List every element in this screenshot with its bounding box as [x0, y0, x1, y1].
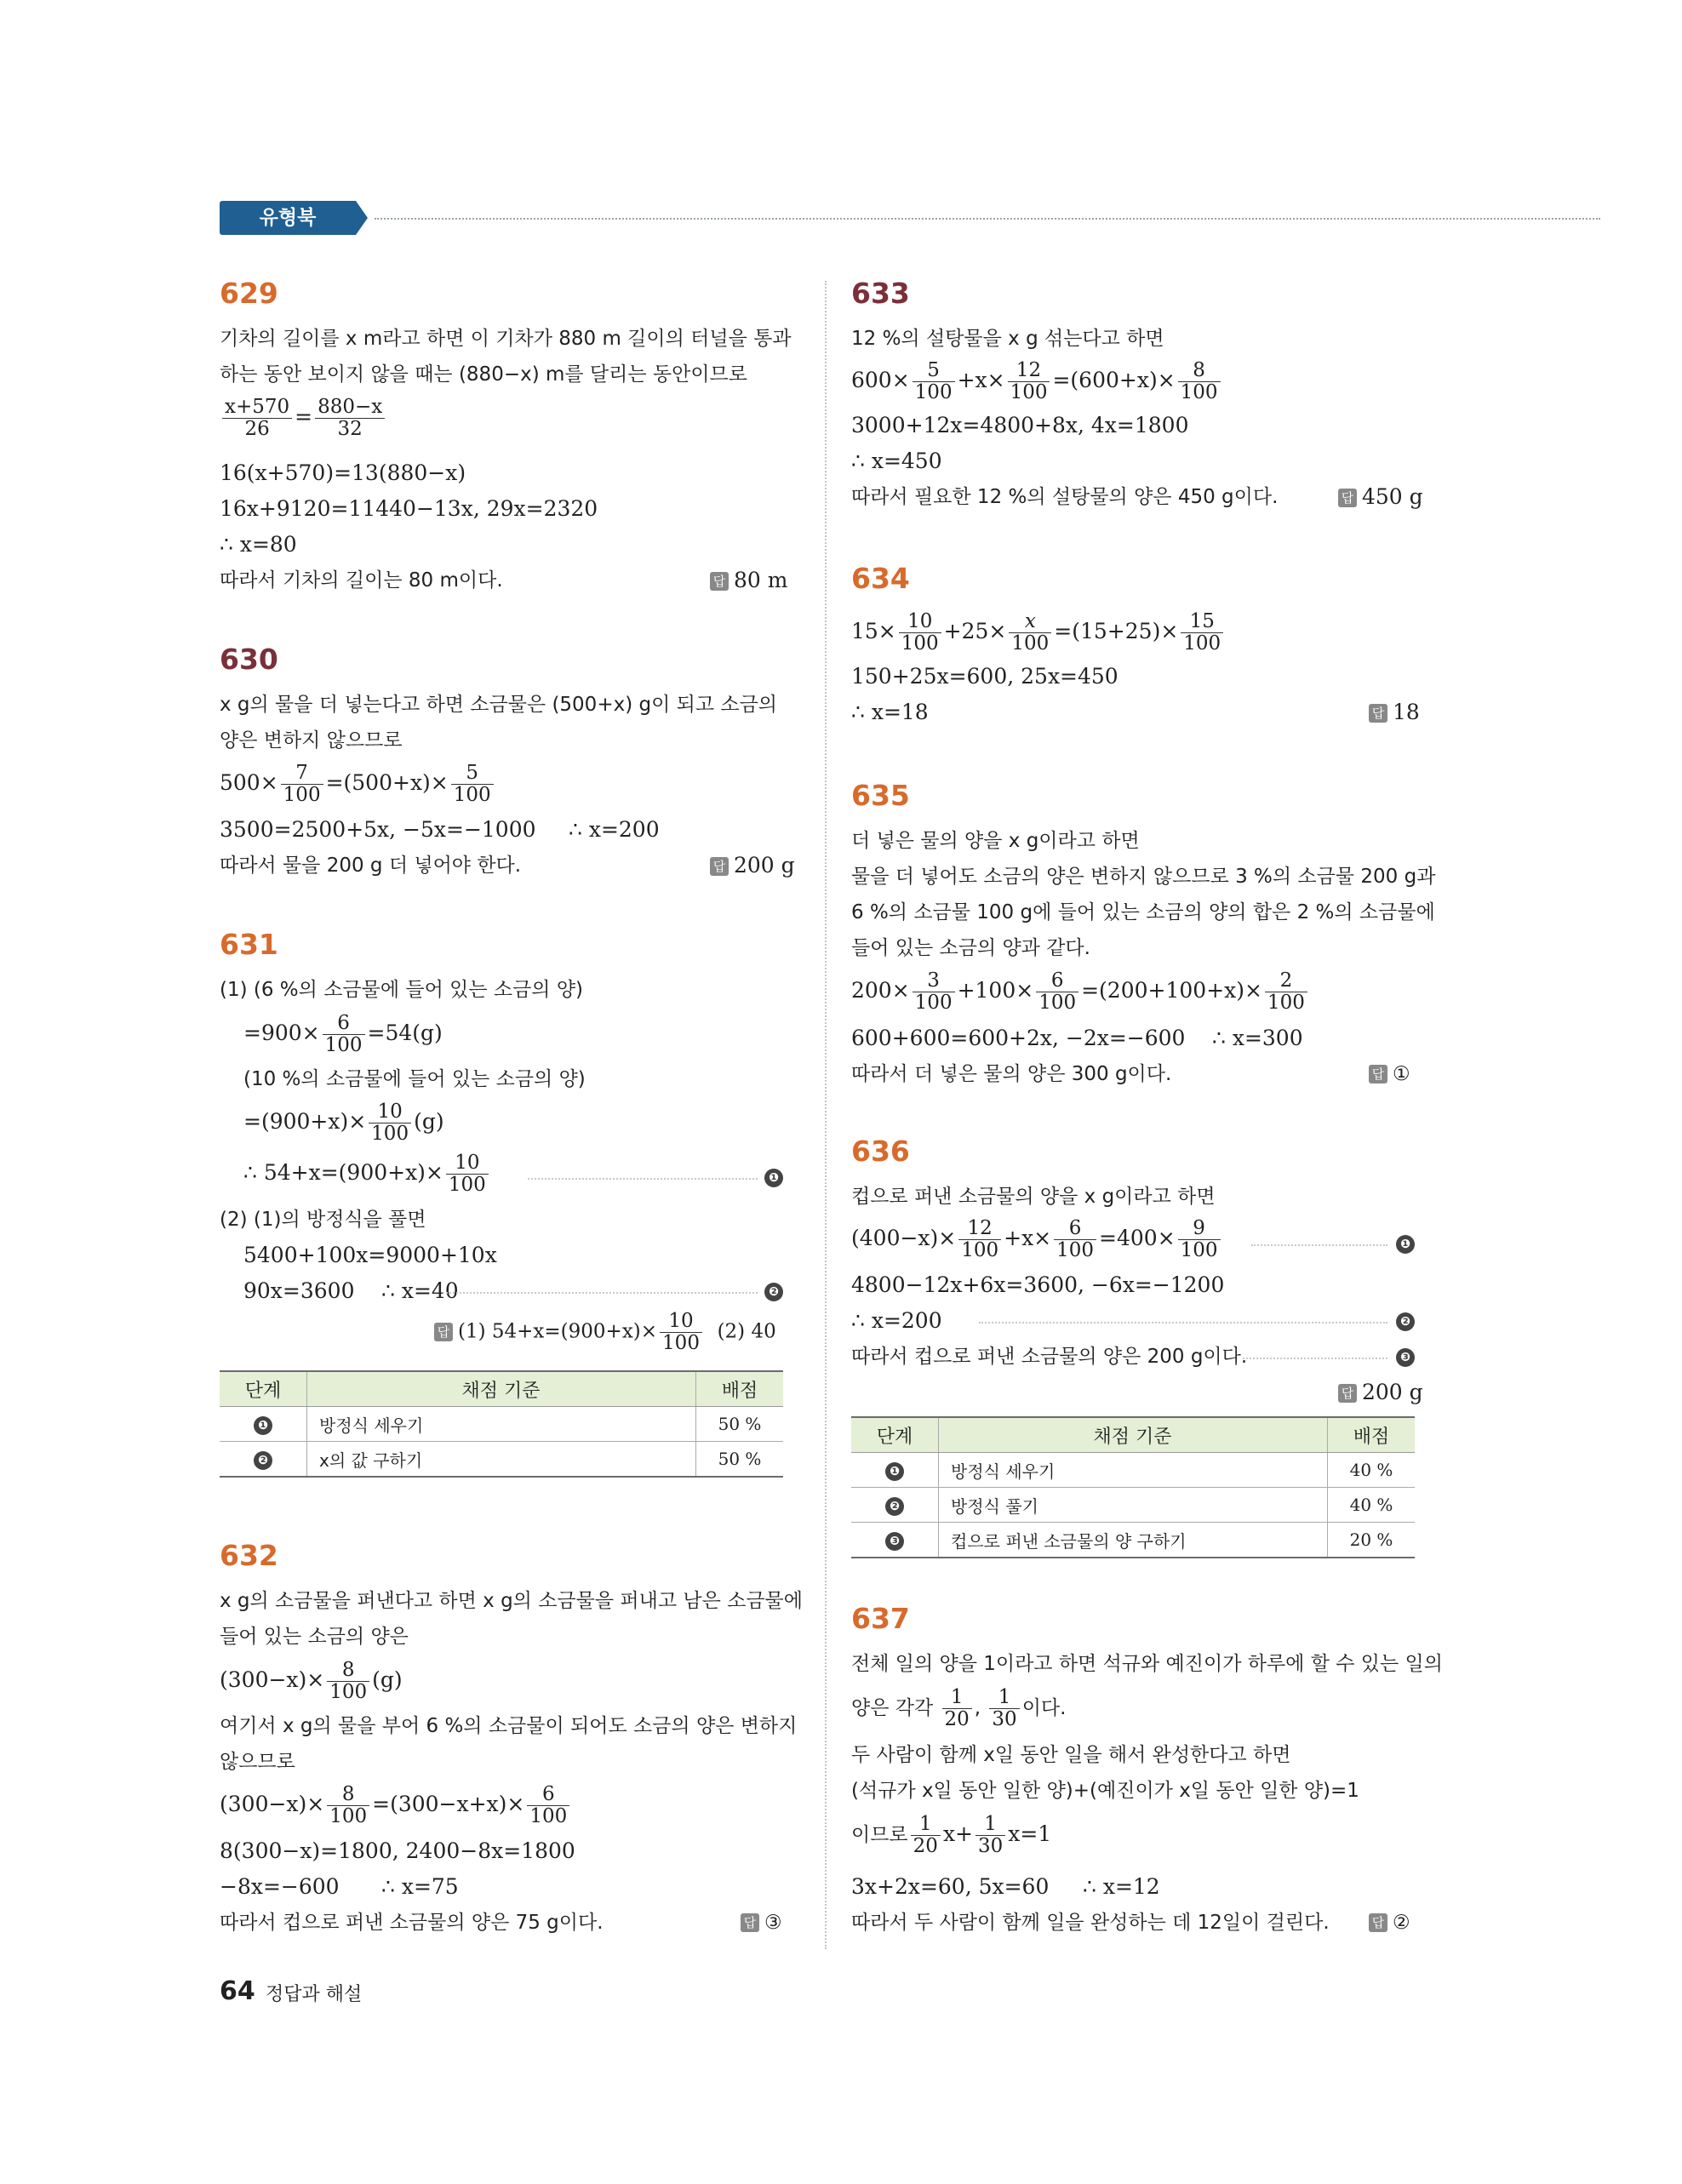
- p632-answer: [741, 1906, 782, 1940]
- frac-den: 100: [662, 1332, 700, 1354]
- table-cell: 40 %: [1328, 1453, 1416, 1488]
- table-row: [851, 1488, 1415, 1523]
- footer-label: 정답과 해설: [266, 1984, 363, 2005]
- p629-line5: 16x+9120=11440−13x, 29x=2320: [220, 496, 598, 521]
- problem-634-number: 634: [851, 562, 910, 595]
- p635-line4: 들어 있는 소금의 양과 같다.: [851, 937, 1090, 959]
- table-header: 채점 기준: [939, 1417, 1328, 1453]
- text-part: 이므로: [851, 1824, 908, 1846]
- table-cell: 40 %: [1328, 1488, 1416, 1523]
- eq-part: =(600+x)×: [1052, 368, 1176, 392]
- answer-value: 200 g: [1362, 1380, 1423, 1404]
- step-1-icon: ❶: [885, 1462, 904, 1481]
- frac-den: 30: [992, 1708, 1017, 1730]
- p634-line3: ∴ x=18: [851, 700, 929, 724]
- frac-den: 100: [324, 1034, 363, 1056]
- eq-part: =(900+x)×: [243, 1109, 367, 1134]
- eq-part: 500×: [220, 770, 278, 795]
- eq-part: +x×: [957, 368, 1005, 392]
- frac-den: 26: [244, 418, 270, 440]
- answer-value: ②: [1393, 1912, 1410, 1934]
- p629-answer: [710, 563, 787, 598]
- answer-mark: 답: [741, 1913, 759, 1932]
- p634-equation: [851, 611, 1226, 655]
- frac-den: 100: [529, 1805, 568, 1827]
- frac-num: 2: [1265, 970, 1307, 992]
- problem-629-number: 629: [220, 277, 278, 310]
- step-2-icon: ❷: [254, 1451, 272, 1470]
- frac-num: 10: [660, 1311, 702, 1333]
- frac-den: 100: [1011, 632, 1050, 655]
- p632-line2: 들어 있는 소금의 양은: [220, 1626, 409, 1648]
- table-header: 채점 기준: [307, 1371, 696, 1407]
- column-divider: [825, 281, 827, 1949]
- p631-line8: 90x=3600: [243, 1278, 355, 1303]
- answer-value: 18: [1393, 700, 1420, 724]
- table-cell: 50 %: [696, 1407, 784, 1442]
- p629-line6: ∴ x=80: [220, 532, 297, 557]
- p631-line7: 5400+100x=9000+10x: [243, 1243, 497, 1267]
- p636-equation: [851, 1218, 1223, 1261]
- table-cell: 방정식 세우기: [307, 1407, 696, 1442]
- table-header: 배점: [1328, 1417, 1416, 1453]
- frac-num: 1: [942, 1687, 972, 1709]
- step-2-icon: ❷: [764, 1283, 783, 1301]
- table-header: 단계: [220, 1371, 307, 1407]
- problem-635-number: 635: [851, 779, 910, 812]
- step-marker: [764, 1169, 783, 1187]
- p635-equation: [851, 970, 1310, 1014]
- frac-num: 10: [899, 611, 941, 633]
- text-part: 이다.: [1021, 1697, 1067, 1719]
- table-row: [851, 1523, 1415, 1558]
- p631-line6: (2) (1)의 방정식을 풀면: [220, 1209, 426, 1231]
- eq-part: +x×: [1004, 1226, 1052, 1250]
- p636-line1: 컵으로 퍼낸 소금물의 양을 x g이라고 하면: [851, 1186, 1216, 1208]
- eq-part: 15×: [851, 619, 896, 643]
- frac-num: 880−x: [315, 397, 385, 419]
- eq-part: =900×: [243, 1021, 320, 1045]
- p633-equation: [851, 360, 1223, 403]
- table-header-row: [220, 1371, 783, 1407]
- p631-equation3: [243, 1152, 491, 1196]
- p632-line7: 8(300−x)=1800, 2400−8x=1800: [220, 1838, 575, 1863]
- p633-line1: 12 %의 설탕물을 x g 섞는다고 하면: [851, 328, 1164, 350]
- table-cell: 방정식 세우기: [939, 1453, 1328, 1488]
- step-2-icon: ❷: [1396, 1312, 1415, 1331]
- step-3-icon: ❸: [885, 1532, 904, 1551]
- p632-line5: 않으므로: [220, 1751, 295, 1773]
- eq-part: ∴ 54+x=(900+x)×: [243, 1160, 443, 1185]
- dotted-leader: [443, 1292, 758, 1294]
- answer-value: ③: [764, 1912, 782, 1934]
- p629-conclusion: 따라서 기차의 길이는 80 m이다.: [220, 569, 503, 592]
- frac-den: 100: [329, 1805, 368, 1827]
- p630-line2: 양은 변하지 않으므로: [220, 729, 403, 752]
- frac-den: 100: [1183, 632, 1221, 655]
- frac-num: 8: [1178, 360, 1221, 382]
- p631-line1: (1) (6 %의 소금물에 들어 있는 소금의 양): [220, 979, 584, 1001]
- answer-part: (2) 40: [717, 1320, 776, 1343]
- answer-mark: 답: [1369, 704, 1387, 723]
- frac-num: 8: [327, 1784, 369, 1806]
- p636-answer: [1338, 1375, 1423, 1410]
- p631-answer: [434, 1311, 776, 1354]
- answer-value: 80 m: [734, 568, 788, 592]
- p630-line4: 3500=2500+5x, −5x=−1000: [220, 817, 536, 842]
- p637-line4: (석규가 x일 동안 일한 양)+(예진이가 x일 동안 일한 양)=1: [851, 1780, 1359, 1802]
- frac-den: 100: [961, 1239, 999, 1261]
- eq-part: 600×: [851, 368, 910, 392]
- table-header: 단계: [851, 1417, 939, 1453]
- p635-line2: 물을 더 넣어도 소금의 양은 변하지 않으므로 3 %의 소금물 200 g과: [851, 866, 1436, 888]
- step-1-icon: ❶: [764, 1169, 783, 1187]
- problem-631-number: 631: [220, 928, 278, 961]
- answer-part: (1) 54+x=(900+x)×: [458, 1320, 658, 1343]
- p637-line6: 3x+2x=60, 5x=60: [851, 1874, 1050, 1899]
- frac-den: 30: [977, 1835, 1004, 1857]
- p636-conclusion: 따라서 컵으로 퍼낸 소금물의 양은 200 g이다.: [851, 1346, 1248, 1368]
- problem-632-number: 632: [220, 1539, 278, 1572]
- frac-num: 6: [1036, 970, 1078, 992]
- text-part: 양은 각각: [851, 1697, 934, 1719]
- frac-num: 6: [1054, 1218, 1096, 1240]
- p637-line1: 전체 일의 양을 1이라고 하면 석규와 예진이가 하루에 할 수 있는 일의: [851, 1653, 1443, 1675]
- table-header-row: [851, 1417, 1415, 1453]
- answer-value: ①: [1393, 1063, 1410, 1085]
- frac-den: 100: [1267, 992, 1305, 1014]
- p636-grading-table: [851, 1416, 1415, 1558]
- eq-part: +25×: [943, 619, 1007, 643]
- table-cell: x의 값 구하기: [307, 1442, 696, 1478]
- eq-part: 200×: [851, 978, 910, 1003]
- p637-line5: [851, 1814, 1051, 1857]
- problem-637-number: 637: [851, 1602, 910, 1635]
- p633-conclusion: 따라서 필요한 12 %의 설탕물의 양은 450 g이다.: [851, 486, 1279, 508]
- frac-num: 12: [958, 1218, 1001, 1240]
- step-2-icon: ❷: [885, 1497, 904, 1516]
- eq-part: =(15+25)×: [1054, 619, 1179, 643]
- step-marker: [1396, 1312, 1415, 1331]
- p632-conclusion: 따라서 컵으로 퍼낸 소금물의 양은 75 g이다.: [220, 1912, 604, 1934]
- eq-part: =(500+x)×: [325, 770, 449, 795]
- step-1-icon: ❶: [1396, 1235, 1415, 1254]
- p632-line1: x g의 소금물을 퍼낸다고 하면 x g의 소금물을 퍼내고 남은 소금물에: [220, 1590, 803, 1612]
- table-header: 배점: [696, 1371, 784, 1407]
- eq-part: +100×: [957, 978, 1034, 1003]
- p631-grading-table: [220, 1370, 783, 1478]
- frac-num: 6: [323, 1013, 365, 1035]
- table-cell: [220, 1442, 307, 1478]
- p635-answer: [1369, 1057, 1410, 1091]
- frac-den: 100: [914, 992, 953, 1014]
- frac-num: 1: [911, 1814, 941, 1836]
- p634-answer: [1369, 695, 1420, 730]
- frac-den: 100: [1180, 1239, 1218, 1261]
- frac-den: 20: [913, 1835, 938, 1857]
- dotted-leader: [528, 1178, 758, 1180]
- p635-line6-result: ∴ x=300: [1212, 1026, 1303, 1050]
- p629-line2: 하는 동안 보이지 않을 때는 (880−x) m를 달리는 동안이므로: [220, 363, 747, 386]
- p637-conclusion: 따라서 두 사람이 함께 일을 완성하는 데 12일이 걸린다.: [851, 1912, 1330, 1934]
- p630-equation: [220, 763, 496, 806]
- eq-part: (300−x)×: [220, 1792, 325, 1816]
- frac-den: 100: [329, 1681, 368, 1703]
- header-rule: [375, 218, 1600, 220]
- frac-den: 20: [944, 1708, 970, 1730]
- frac-den: 100: [371, 1123, 409, 1145]
- p636-line3: 4800−12x+6x=3600, −6x=−1200: [851, 1272, 1225, 1297]
- frac-num: 10: [446, 1152, 489, 1175]
- answer-mark: 답: [1369, 1065, 1387, 1083]
- frac-den: 100: [1180, 381, 1218, 403]
- answer-mark: 답: [1369, 1913, 1387, 1932]
- frac-num: 3: [913, 970, 955, 992]
- frac-den: 100: [453, 784, 491, 806]
- p630-line1: x g의 물을 더 넣는다고 하면 소금물은 (500+x) g이 되고 소금의: [220, 694, 778, 716]
- answer-mark: 답: [710, 857, 729, 876]
- p634-line2: 150+25x=600, 25x=450: [851, 664, 1118, 689]
- p632-equation1: [220, 1660, 403, 1703]
- frac-num: 7: [281, 763, 323, 785]
- p632-line8-result: ∴ x=75: [381, 1874, 459, 1899]
- p633-line4: ∴ x=450: [851, 449, 942, 473]
- p632-line8: −8x=−600: [220, 1874, 340, 1899]
- table-cell: 20 %: [1328, 1523, 1416, 1558]
- answer-mark: 답: [434, 1323, 453, 1341]
- answer-mark: 답: [1338, 1384, 1357, 1403]
- frac-num: 1: [975, 1814, 1005, 1836]
- table-cell: [851, 1453, 939, 1488]
- p637-line3: 두 사람이 함께 x일 동안 일을 해서 완성한다고 하면: [851, 1744, 1291, 1766]
- answer-mark: 답: [1338, 489, 1357, 507]
- answer-value: 450 g: [1362, 484, 1423, 509]
- dotted-leader: [1251, 1244, 1387, 1246]
- dotted-leader: [1243, 1358, 1387, 1359]
- p629-equation-fraction: [220, 397, 387, 440]
- eq-part: x+: [942, 1821, 973, 1846]
- p636-line4: ∴ x=200: [851, 1308, 942, 1333]
- table-cell: [851, 1523, 939, 1558]
- page-number: 64: [220, 1976, 255, 2006]
- p633-answer: [1338, 480, 1423, 515]
- table-row: [220, 1407, 783, 1442]
- table-row: [851, 1453, 1415, 1488]
- eq-part: =400×: [1099, 1226, 1176, 1250]
- p635-conclusion: 따라서 더 넣은 물의 양은 300 g이다.: [851, 1063, 1172, 1085]
- frac-num: 8: [327, 1660, 369, 1682]
- frac-den: 100: [1010, 381, 1048, 403]
- frac-num: x: [1009, 611, 1051, 633]
- step-marker: [1396, 1235, 1415, 1254]
- eq-part: (g): [414, 1109, 444, 1134]
- p635-line6: 600+600=600+2x, −2x=−600: [851, 1026, 1186, 1050]
- frac-num: 5: [913, 360, 955, 382]
- frac-den: 32: [337, 418, 363, 440]
- p631-line8-result: ∴ x=40: [381, 1278, 459, 1303]
- eq-part: =(200+100+x)×: [1081, 978, 1262, 1003]
- section-tag: 유형북: [220, 201, 356, 235]
- eq-part: (300−x)×: [220, 1667, 325, 1692]
- p637-answer: [1369, 1906, 1410, 1940]
- table-cell: 50 %: [696, 1442, 784, 1478]
- table-row: [220, 1442, 783, 1478]
- eq-part: =(300−x+x)×: [372, 1792, 525, 1816]
- problem-633-number: 633: [851, 277, 910, 310]
- eq-part: =54(g): [367, 1021, 443, 1045]
- frac-num: 15: [1181, 611, 1223, 633]
- step-1-icon: ❶: [254, 1416, 272, 1435]
- frac-num: 12: [1008, 360, 1050, 382]
- frac-num: 10: [369, 1101, 411, 1123]
- p630-line4-result: ∴ x=200: [569, 817, 660, 842]
- frac-num: 1: [989, 1687, 1019, 1709]
- p631-equation1: [243, 1013, 443, 1056]
- frac-den: 100: [283, 784, 321, 806]
- p629-line1: 기차의 길이를 x m라고 하면 이 기차가 880 m 길이의 터널을 통과: [220, 328, 792, 350]
- eq-part: (g): [372, 1667, 403, 1692]
- frac-num: 9: [1178, 1218, 1221, 1240]
- eq-sign: =: [295, 404, 313, 429]
- eq-part: (400−x)×: [851, 1226, 957, 1250]
- table-cell: [220, 1407, 307, 1442]
- answer-mark: 답: [710, 572, 729, 591]
- problem-630-number: 630: [220, 643, 278, 676]
- frac-den: 100: [1038, 992, 1077, 1014]
- separator: ,: [974, 1697, 981, 1719]
- p633-line3: 3000+12x=4800+8x, 4x=1800: [851, 413, 1189, 437]
- p631-equation2: [243, 1101, 444, 1145]
- dotted-leader: [979, 1322, 1387, 1324]
- p632-line4: 여기서 x g의 물을 부어 6 %의 소금물이 되어도 소금의 양은 변하지: [220, 1715, 798, 1737]
- frac-den: 100: [901, 632, 939, 655]
- table-cell: 컵으로 퍼낸 소금물의 양 구하기: [939, 1523, 1328, 1558]
- problem-636-number: 636: [851, 1135, 910, 1168]
- step-marker: [1396, 1348, 1415, 1367]
- frac-den: 100: [1056, 1239, 1095, 1261]
- p637-line2: [851, 1687, 1066, 1730]
- p631-line3: (10 %의 소금물에 들어 있는 소금의 양): [243, 1068, 586, 1090]
- frac-num: 5: [451, 763, 494, 785]
- p632-equation2: [220, 1784, 572, 1827]
- frac-num: x+570: [222, 397, 292, 419]
- answer-value: 200 g: [734, 853, 795, 878]
- p635-line1: 더 넣은 물의 양을 x g이라고 하면: [851, 830, 1140, 852]
- p629-line4: 16(x+570)=13(880−x): [220, 460, 466, 485]
- frac-den: 100: [448, 1174, 486, 1196]
- step-marker: [764, 1283, 783, 1301]
- table-cell: [851, 1488, 939, 1523]
- p630-answer: [710, 849, 795, 883]
- step-3-icon: ❸: [1396, 1348, 1415, 1367]
- tag-arrow: [356, 201, 368, 235]
- frac-den: 100: [914, 381, 953, 403]
- frac-num: 6: [527, 1784, 569, 1806]
- p637-line6-result: ∴ x=12: [1083, 1874, 1160, 1899]
- p635-line3: 6 %의 소금물 100 g에 들어 있는 소금의 양의 합은 2 %의 소금물에: [851, 901, 1435, 923]
- table-cell: 방정식 풀기: [939, 1488, 1328, 1523]
- eq-part: x=1: [1008, 1821, 1052, 1846]
- p630-conclusion: 따라서 물을 200 g 더 넣어야 한다.: [220, 855, 522, 877]
